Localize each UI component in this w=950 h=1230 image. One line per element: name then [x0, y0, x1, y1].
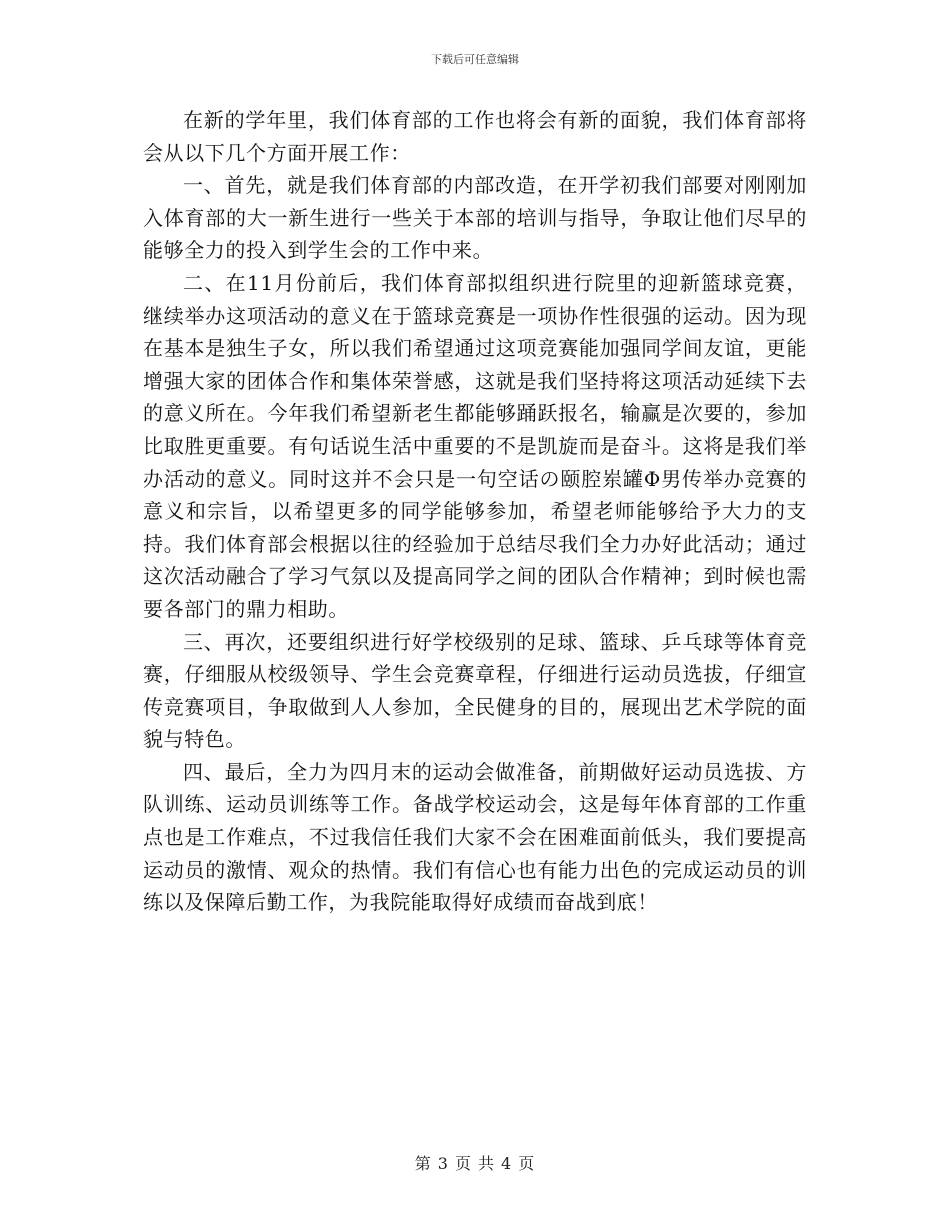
footer-prefix: 第 — [414, 1154, 432, 1173]
paragraph-intro: 在新的学年里，我们体育部的工作也将会有新的面貌，我们体育部将会从以下几个方面开展工作： — [143, 108, 807, 165]
page-header: 下载后可任意编辑 — [431, 53, 519, 66]
paragraph-item-3: 三、再次，还要组织进行好学校级别的足球、篮球、乒乓球等体育竞赛，仔细服从校级领导、学生会竞赛章程，仔细进行运动员选拔，仔细宣传竞赛项目，争取做到人人参加，全民健身的目的，展现出艺术学院的面貌与特色。 — [143, 629, 807, 752]
paragraph-item-2: 二、在11月份前后，我们体育部拟组织进行院里的迎新篮球竞赛，继续举办这项活动的意义在于篮球竞赛是一项协作性很强的运动。因为现在基本是独生子女，所以我们希望通过这项竞赛能加强同学间友谊，更能增强大家的团体合作和集体荣誉感，这就是我们坚持将这项活动延续下去的意义所在。今年我们希望新老生都能够踊跃报名，输赢是次要的，参加比取胜更重要。有句话说生活中重要的不是凯旋而是奋斗。这将是我们举办活动的意义。同时这并不会只是一句空话の颐腔岽罐Φ男传举办竞赛的意义和宗旨，以希望更多的同学能够参加，希望老师能够给予大力的支持。我们体育部会根据以往的经验加于总结尽我们全力办好此活动；通过这次活动融合了学习气氛以及提高同学之间的团队合作精神；到时候也需要各部门的鼎力相助。 — [143, 270, 807, 621]
footer-suffix: 页 — [518, 1154, 536, 1173]
paragraph-item-4: 四、最后，全力为四月末的运动会做准备，前期做好运动员选拔、方队训练、运动员训练等工作。备战学校运动会，这是每年体育部的工作重点也是工作难点，不过我信任我们大家不会在困难面前低头，我们要提高运动员的激情、观众的热情。我们有信心也有能力出色的完成运动员的训练以及保障后勤工作，为我院能取得好成绩而奋战到底！ — [143, 759, 807, 915]
paragraph-item-1: 一、首先，就是我们体育部的内部改造，在开学初我们部要对刚刚加入体育部的大一新生进行一些关于本部的培训与指导，争取让他们尽早的能够全力的投入到学生会的工作中来。 — [143, 173, 807, 263]
footer-middle: 页 共 — [454, 1154, 496, 1173]
document-body — [143, 104, 807, 919]
total-pages-number: 4 — [501, 1154, 513, 1173]
current-page-number: 3 — [437, 1154, 449, 1173]
page-footer — [0, 1154, 950, 1174]
